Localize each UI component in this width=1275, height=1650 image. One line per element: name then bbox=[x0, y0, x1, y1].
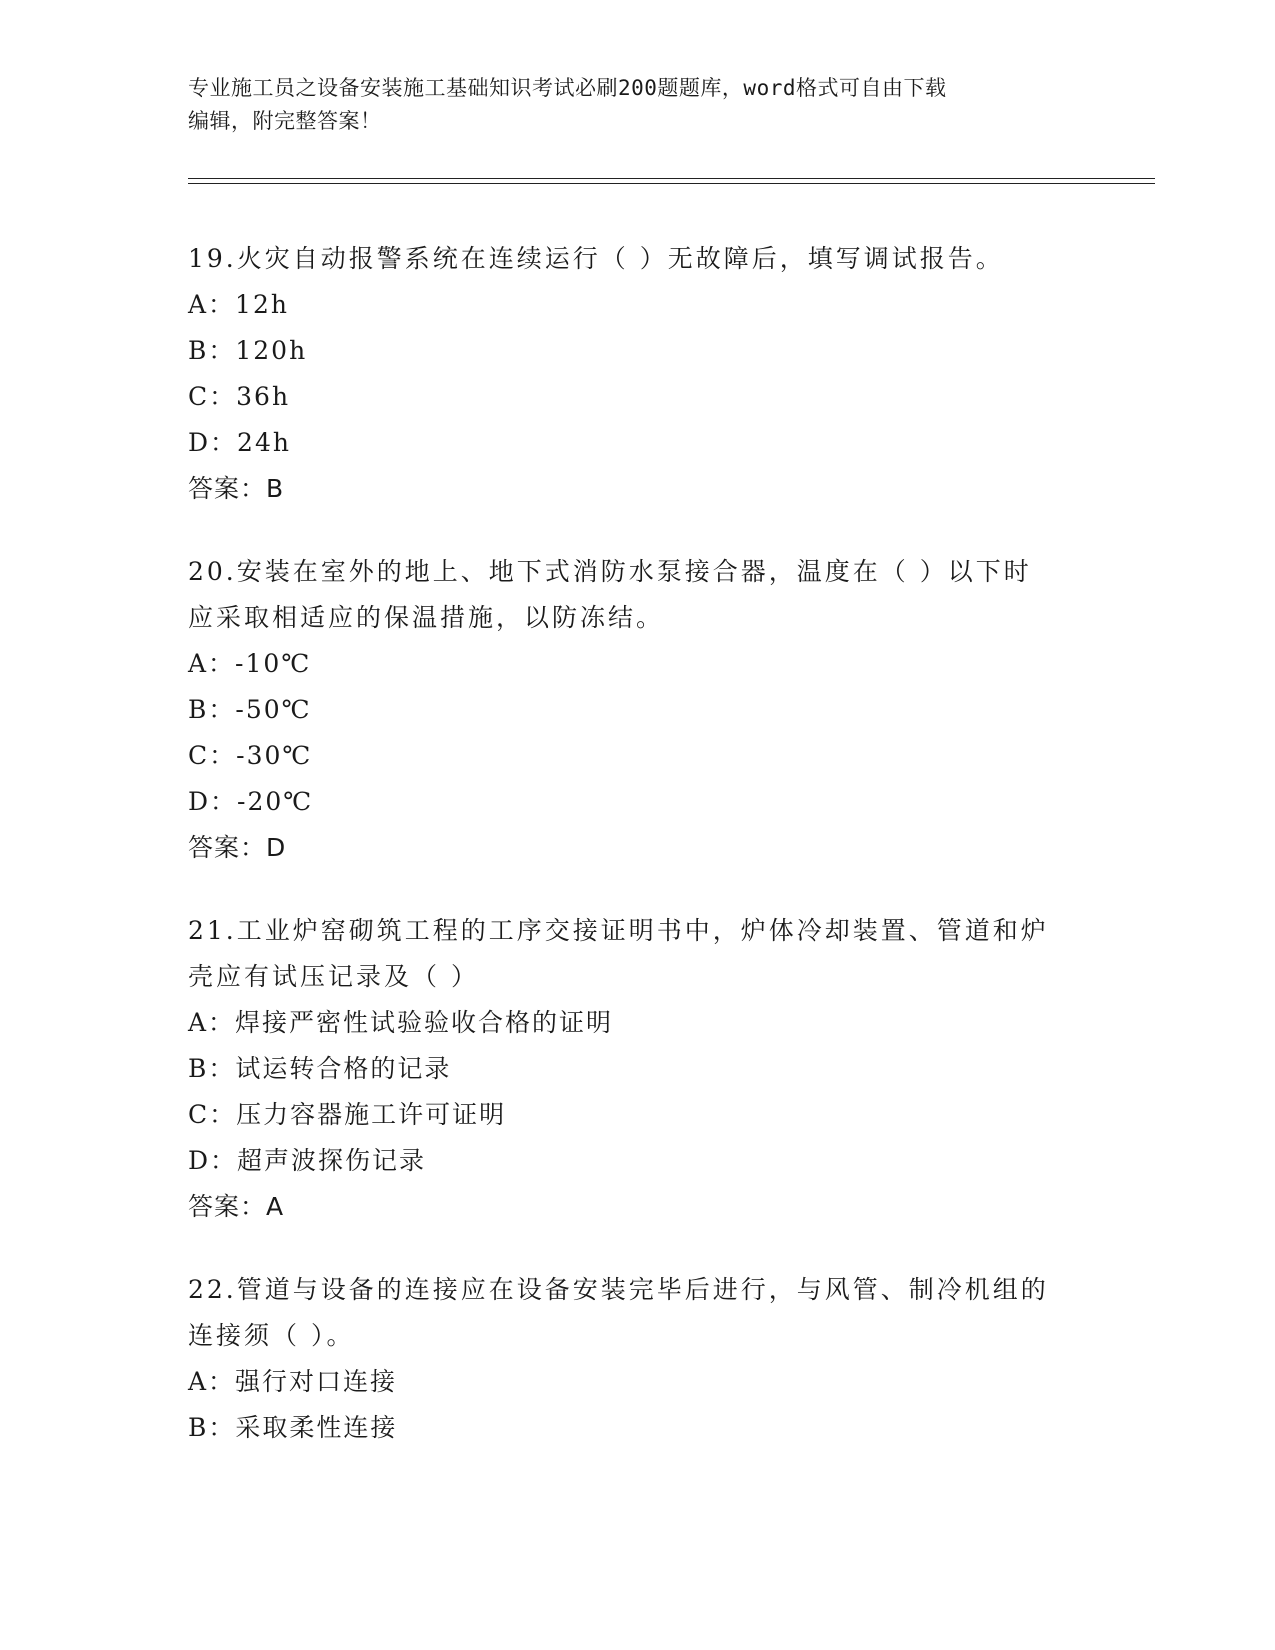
option-a: A：焊接严密性试验验收合格的证明 bbox=[188, 1008, 614, 1037]
header-line-2: 编辑，附完整答案！ bbox=[188, 109, 382, 133]
header-divider-top bbox=[188, 178, 1155, 179]
question-text: 22.管道与设备的连接应在设备安装完毕后进行，与风管、制冷机组的 bbox=[188, 1275, 1049, 1304]
option-c: C：压力容器施工许可证明 bbox=[188, 1100, 507, 1129]
question-list bbox=[188, 236, 1088, 1488]
option-c: C：-30℃ bbox=[188, 741, 313, 770]
option-c: C：36h bbox=[188, 382, 291, 411]
option-a: A：-10℃ bbox=[188, 649, 312, 678]
question-text: 21.工业炉窑砌筑工程的工序交接证明书中，炉体冷却装置、管道和炉 bbox=[188, 916, 1049, 945]
question-text: 连接须（ ）。 bbox=[188, 1321, 355, 1350]
option-b: B：120h bbox=[188, 336, 308, 365]
option-d: D：超声波探伤记录 bbox=[188, 1146, 427, 1175]
option-d: D：-20℃ bbox=[188, 787, 314, 816]
option-b: B：-50℃ bbox=[188, 695, 312, 724]
question-19 bbox=[188, 236, 1088, 512]
question-20 bbox=[188, 549, 1088, 871]
option-a: A：12h bbox=[188, 290, 289, 319]
question-text: 壳应有试压记录及（ ） bbox=[188, 962, 479, 991]
document-header bbox=[188, 72, 1088, 138]
question-text: 应采取相适应的保温措施，以防冻结。 bbox=[188, 603, 665, 632]
option-a: A：强行对口连接 bbox=[188, 1367, 398, 1396]
question-21 bbox=[188, 908, 1088, 1230]
header-line-1: 专业施工员之设备安装施工基础知识考试必刷200题题库，word格式可自由下载 bbox=[188, 76, 947, 100]
question-22 bbox=[188, 1267, 1088, 1451]
question-text: 19.火灾自动报警系统在连续运行（ ）无故障后，填写调试报告。 bbox=[188, 244, 1004, 273]
header-divider-bottom bbox=[188, 183, 1155, 184]
option-d: D：24h bbox=[188, 428, 291, 457]
answer: 答案：A bbox=[188, 1192, 285, 1221]
option-b: B：采取柔性连接 bbox=[188, 1413, 398, 1442]
answer: 答案：D bbox=[188, 833, 287, 862]
answer: 答案：B bbox=[188, 474, 285, 503]
option-b: B：试运转合格的记录 bbox=[188, 1054, 452, 1083]
question-text: 20.安装在室外的地上、地下式消防水泵接合器，温度在（ ）以下时 bbox=[188, 557, 1032, 586]
